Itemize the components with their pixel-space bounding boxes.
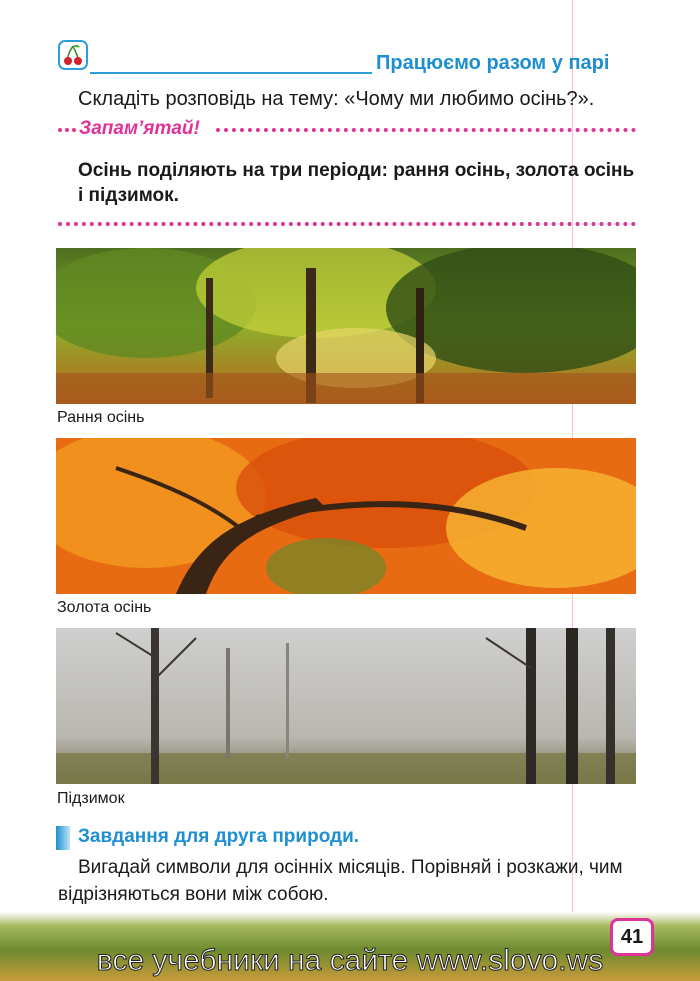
golden-autumn-caption: Золота осінь: [57, 599, 152, 616]
friend-task-text: Вигадай символи для осінніх місяців. Порівняй і розкажи, чим відрізняються вони між собою.: [58, 857, 623, 905]
late-autumn-photo: [56, 628, 636, 784]
dotted-divider: [58, 128, 76, 132]
cherries-icon: [58, 40, 88, 70]
header-rule: [90, 72, 372, 74]
early-autumn-caption: Рання осінь: [57, 409, 145, 426]
pair-task-text: Складіть розповідь на тему: «Чому ми любимо осінь?».: [78, 88, 595, 110]
pair-work-title: Працюємо разом у парі: [376, 52, 610, 74]
footer-watermark-text: все учебники на сайте www.slovo.ws: [96, 944, 604, 977]
task-marker: [56, 826, 70, 850]
remember-title: Запам’ятай!: [79, 118, 200, 139]
dotted-divider: [58, 222, 636, 226]
remember-text: Осінь поділяють на три періоди: рання осінь, золота осінь і підзимок.: [78, 160, 635, 206]
dotted-divider: [216, 128, 636, 132]
late-autumn-caption: Підзимок: [57, 790, 125, 807]
friend-task-title: Завдання для друга природи.: [78, 826, 360, 847]
early-autumn-photo: [56, 248, 636, 404]
page-number: 41: [610, 918, 654, 956]
golden-autumn-photo: [56, 438, 636, 594]
